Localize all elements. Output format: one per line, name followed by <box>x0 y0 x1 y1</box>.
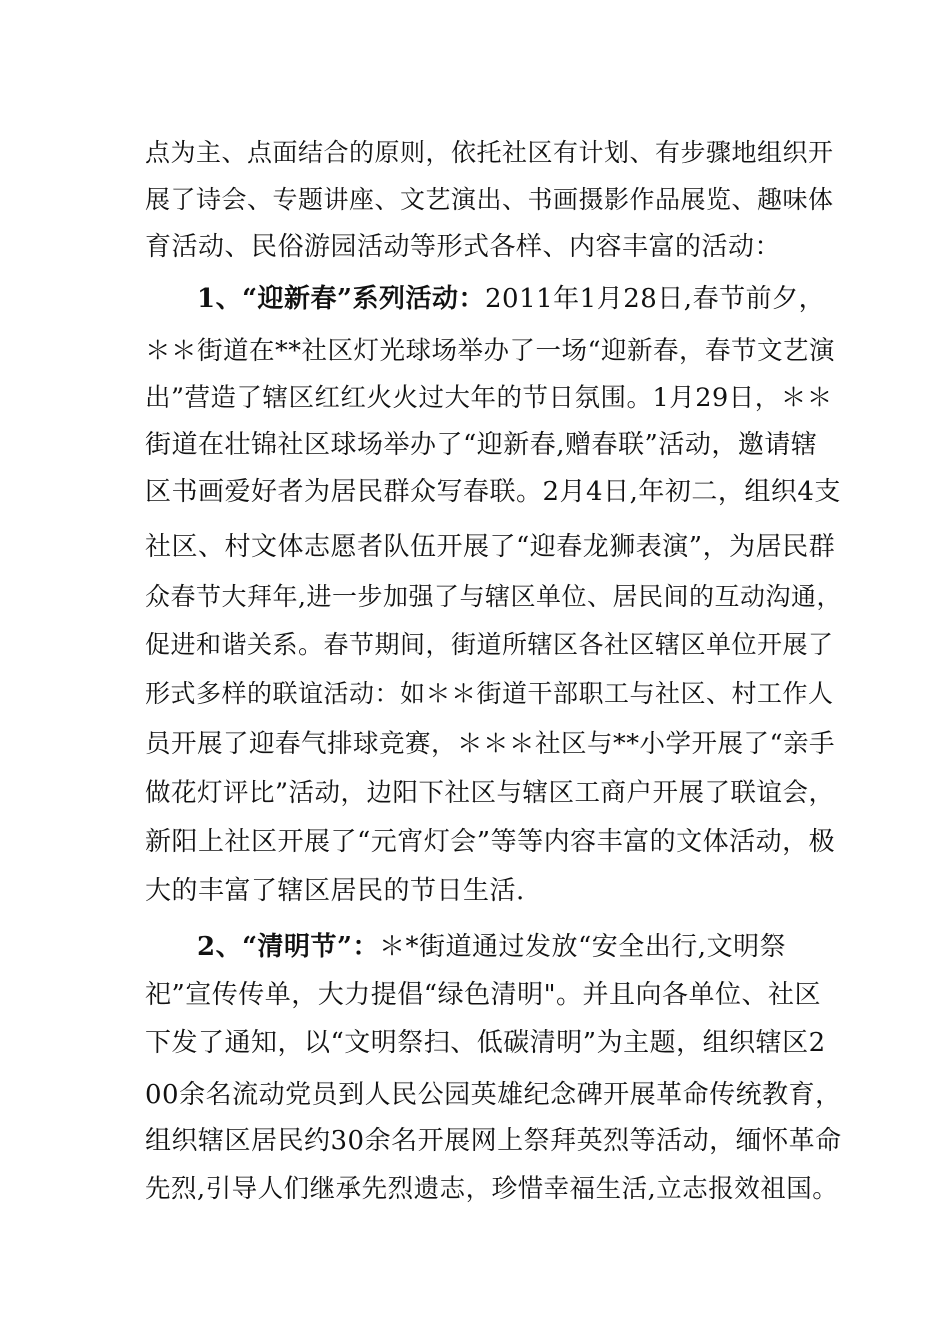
paragraph-line: 先烈,引导人们继承先烈遗志，珍惜幸福生活,立志报效祖国。 <box>145 1174 839 1204</box>
paragraph-line: 新阳上社区开展了“元宵灯会”等等内容丰富的文体活动，极 <box>145 827 836 857</box>
section-1-heading: 1、“迎新春”系列活动： <box>197 284 486 314</box>
paragraph-line: ＊＊街道在**社区灯光球场举办了一场“迎新春，春节文艺演 <box>145 336 836 366</box>
paragraph-line: 00余名流动党员到人民公园英雄纪念碑开展革命传统教育， <box>145 1080 842 1110</box>
paragraph-line: 点为主、点面结合的原则，依托社区有计划、有步骤地组织开 <box>145 138 834 167</box>
paragraph-line: 促进和谐关系。春节期间，街道所辖区各社区辖区单位开展了 <box>145 630 834 659</box>
paragraph-line: 下发了通知，以“文明祭扫、低碳清明”为主题，组织辖区2 <box>145 1028 826 1058</box>
paragraph-line: 区书画爱好者为居民群众写春联。2月4日,年初二，组织4支 <box>145 477 841 507</box>
section-2-first-line <box>197 925 847 969</box>
section-1-first-line-text: 2011年1月28日,春节前夕， <box>485 284 826 314</box>
paragraph-line: 街道在壮锦社区球场举办了“迎新春,赠春联”活动，邀请辖 <box>145 430 818 460</box>
paragraph-line: 形式多样的联谊活动：如＊＊街道干部职工与社区、村工作人 <box>145 679 834 708</box>
paragraph-line: 育活动、民俗游园活动等形式各样、内容丰富的活动： <box>145 232 782 262</box>
section-2-first-line-text: ＊*街道通过发放“安全出行,文明祭 <box>379 932 787 962</box>
paragraph-line: 众春节大拜年,进一步加强了与辖区单位、居民间的互动沟通， <box>145 582 842 611</box>
paragraph-line: 祀”宣传传单，大力提倡“绿色清明"。并且向各单位、社区 <box>145 980 822 1010</box>
paragraph-line: 大的丰富了辖区居民的节日生活. <box>145 876 525 906</box>
paragraph-line: 出”营造了辖区红红火火过大年的节日氛围。1月29日，＊＊ <box>145 383 833 413</box>
section-1-first-line <box>197 277 847 321</box>
paragraph-line: 做花灯评比”活动，边阳下社区与辖区工商户开展了联谊会， <box>145 778 835 808</box>
paragraph-line: 组织辖区居民约30余名开展网上祭拜英烈等活动，缅怀革命 <box>145 1126 842 1156</box>
paragraph-line: 社区、村文体志愿者队伍开展了“迎春龙狮表演”，为居民群 <box>145 532 836 562</box>
paragraph-line: 展了诗会、专题讲座、文艺演出、书画摄影作品展览、趣味体 <box>145 185 834 214</box>
section-2-heading: 2、“清明节”： <box>197 932 380 962</box>
paragraph-line: 员开展了迎春气排球竞赛，＊＊＊社区与**小学开展了“亲手 <box>145 729 836 759</box>
